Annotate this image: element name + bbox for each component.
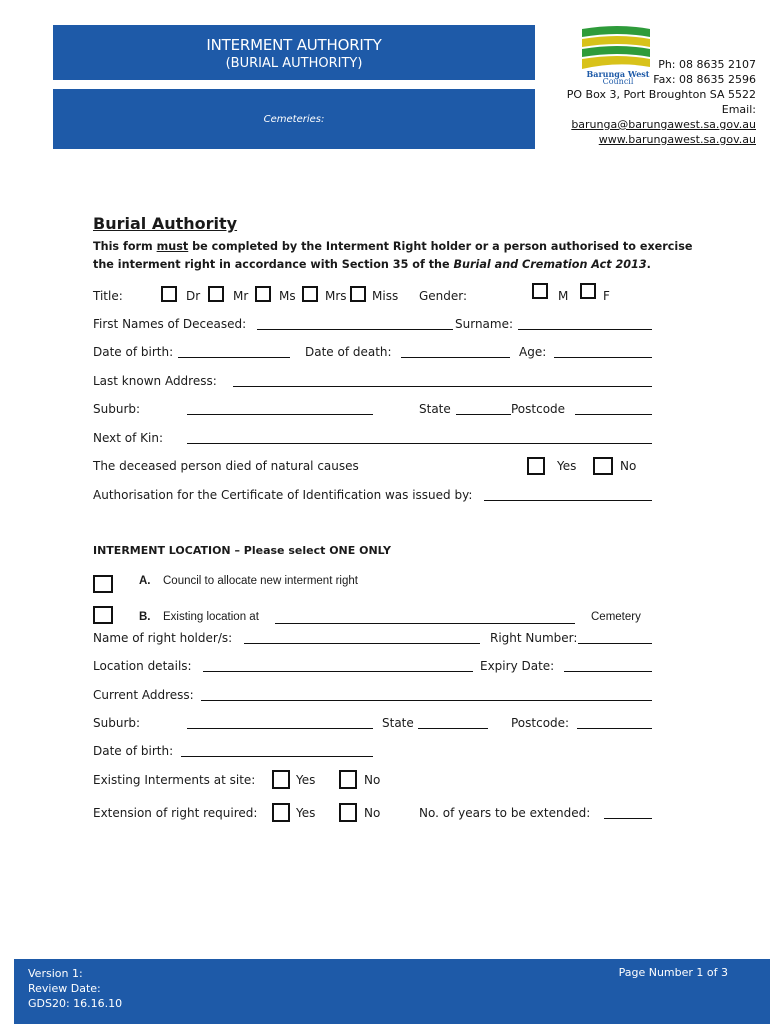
age-field[interactable] — [554, 357, 652, 358]
state-label: State — [419, 402, 451, 416]
expiry-date-label: Expiry Date: — [480, 659, 555, 673]
footer-page-number: Page Number 1 of 3 — [618, 966, 728, 979]
right-holder-label: Name of right holder/s: — [93, 631, 233, 645]
dob-field[interactable] — [178, 357, 290, 358]
location-details-field[interactable] — [203, 671, 473, 672]
contact-address: PO Box 3, Port Broughton SA 5522 — [566, 88, 756, 101]
intro-end: . — [646, 258, 651, 271]
address-label: Last known Address: — [93, 374, 217, 388]
title-dr-checkbox[interactable] — [161, 286, 177, 302]
gender-f-checkbox[interactable] — [580, 283, 596, 299]
title-ms-label: Ms — [279, 289, 296, 303]
expiry-date-field[interactable] — [564, 671, 652, 672]
intro-part2: be completed by the Interment Right holder or a person authorised to exercise the interment right in accordance with Section 35 of the — [93, 240, 693, 271]
contact-email-link[interactable]: barunga@barungawest.sa.gov.au — [571, 118, 756, 131]
location-details-label: Location details: — [93, 659, 192, 673]
contact-fax: Fax: 08 8635 2596 — [653, 73, 756, 86]
cemetery-label: Cemetery — [591, 611, 641, 623]
current-address-field[interactable] — [201, 700, 652, 701]
extension-no-label: No — [364, 806, 381, 820]
gender-m-checkbox[interactable] — [532, 283, 548, 299]
gender-f-label: F — [603, 289, 610, 303]
interment-location-heading: INTERMENT LOCATION – Please select ONE ONLY — [93, 544, 391, 557]
title-mr-checkbox[interactable] — [208, 286, 224, 302]
location-suburb-label: Suburb: — [93, 716, 141, 730]
page-footer — [14, 959, 770, 1024]
natural-causes-label: The deceased person died of natural causes — [93, 459, 359, 473]
option-a-letter: A. — [139, 575, 151, 587]
title-miss-label: Miss — [372, 289, 399, 303]
contact-phone: Ph: 08 8635 2107 — [658, 58, 756, 71]
postcode-label: Postcode — [511, 402, 566, 416]
footer-doc-code: GDS20: 16.16.10 — [28, 997, 123, 1010]
logo-name-line1: Barunga West — [586, 69, 650, 79]
intro-act: Burial and Cremation Act 2013 — [453, 258, 647, 271]
contact-website-link[interactable]: www.barungawest.sa.gov.au — [598, 133, 756, 146]
location-postcode-label: Postcode: — [511, 716, 570, 730]
title-mrs-checkbox[interactable] — [302, 286, 318, 302]
location-state-field[interactable] — [418, 728, 488, 729]
extension-label: Extension of right required: — [93, 806, 258, 820]
title-ms-checkbox[interactable] — [255, 286, 271, 302]
title-mrs-label: Mrs — [325, 289, 347, 303]
title-mr-label: Mr — [233, 289, 249, 303]
existing-interments-yes-checkbox[interactable] — [272, 770, 290, 789]
right-holder-field[interactable] — [244, 643, 480, 644]
location-dob-label: Date of birth: — [93, 744, 174, 758]
years-extended-field[interactable] — [604, 818, 652, 819]
address-field[interactable] — [233, 386, 652, 387]
next-of-kin-field[interactable] — [187, 443, 652, 444]
form-header-title: INTERMENT AUTHORITY — [206, 36, 382, 54]
gender-label: Gender: — [419, 289, 468, 303]
form-header-subtitle: (BURIAL AUTHORITY) — [225, 56, 363, 71]
existing-location-field[interactable] — [275, 623, 575, 624]
surname-label: Surname: — [455, 317, 514, 331]
extension-yes-label: Yes — [296, 806, 316, 820]
existing-interments-label: Existing Interments at site: — [93, 773, 256, 787]
location-suburb-field[interactable] — [187, 728, 373, 729]
age-label: Age: — [519, 345, 547, 359]
suburb-label: Suburb: — [93, 402, 141, 416]
extension-yes-checkbox[interactable] — [272, 803, 290, 822]
logo-name-line2: Council — [602, 77, 634, 86]
option-b-text: Existing location at — [163, 611, 259, 623]
state-field[interactable] — [456, 414, 511, 415]
option-a-checkbox[interactable] — [93, 575, 113, 593]
contact-email-label: Email: — [721, 103, 756, 116]
option-a-text: Council to allocate new interment right — [163, 575, 358, 587]
existing-interments-yes-label: Yes — [296, 773, 316, 787]
first-names-label: First Names of Deceased: — [93, 317, 247, 331]
option-b-checkbox[interactable] — [93, 606, 113, 624]
intro-part1: This form — [93, 240, 157, 253]
years-extended-label: No. of years to be extended: — [419, 806, 591, 820]
certificate-label: Authorisation for the Certificate of Identification was issued by: — [93, 488, 473, 502]
contact-block — [567, 57, 756, 147]
existing-interments-no-checkbox[interactable] — [339, 770, 357, 789]
location-dob-field[interactable] — [181, 756, 373, 757]
existing-interments-no-label: No — [364, 773, 381, 787]
natural-causes-yes-checkbox[interactable] — [527, 457, 545, 475]
form-intro — [93, 238, 693, 274]
extension-no-checkbox[interactable] — [339, 803, 357, 822]
surname-field[interactable] — [518, 329, 652, 330]
postcode-field[interactable] — [575, 414, 652, 415]
option-b-letter: B. — [139, 611, 151, 623]
certificate-issuer-field[interactable] — [484, 500, 652, 501]
title-label: Title: — [93, 289, 123, 303]
dob-label: Date of birth: — [93, 345, 174, 359]
dod-field[interactable] — [401, 357, 510, 358]
right-number-label: Right Number: — [490, 631, 578, 645]
suburb-field[interactable] — [187, 414, 373, 415]
location-state-label: State — [382, 716, 414, 730]
location-postcode-field[interactable] — [577, 728, 652, 729]
next-of-kin-label: Next of Kin: — [93, 431, 164, 445]
cemeteries-label: Cemeteries: — [263, 114, 325, 125]
natural-causes-no-label: No — [620, 459, 637, 473]
natural-causes-no-checkbox[interactable] — [593, 457, 613, 475]
current-address-label: Current Address: — [93, 688, 194, 702]
gender-m-label: M — [558, 289, 569, 303]
cemeteries-banner — [53, 89, 535, 149]
title-miss-checkbox[interactable] — [350, 286, 366, 302]
right-number-field[interactable] — [578, 643, 652, 644]
intro-must: must — [156, 240, 189, 253]
first-names-field[interactable] — [257, 329, 453, 330]
footer-review-date: Review Date: — [28, 982, 101, 995]
form-title: Burial Authority — [93, 214, 238, 233]
dod-label: Date of death: — [305, 345, 392, 359]
form-header-banner — [53, 25, 535, 80]
natural-causes-yes-label: Yes — [557, 459, 577, 473]
footer-version: Version 1: — [28, 967, 83, 980]
title-dr-label: Dr — [186, 289, 201, 303]
